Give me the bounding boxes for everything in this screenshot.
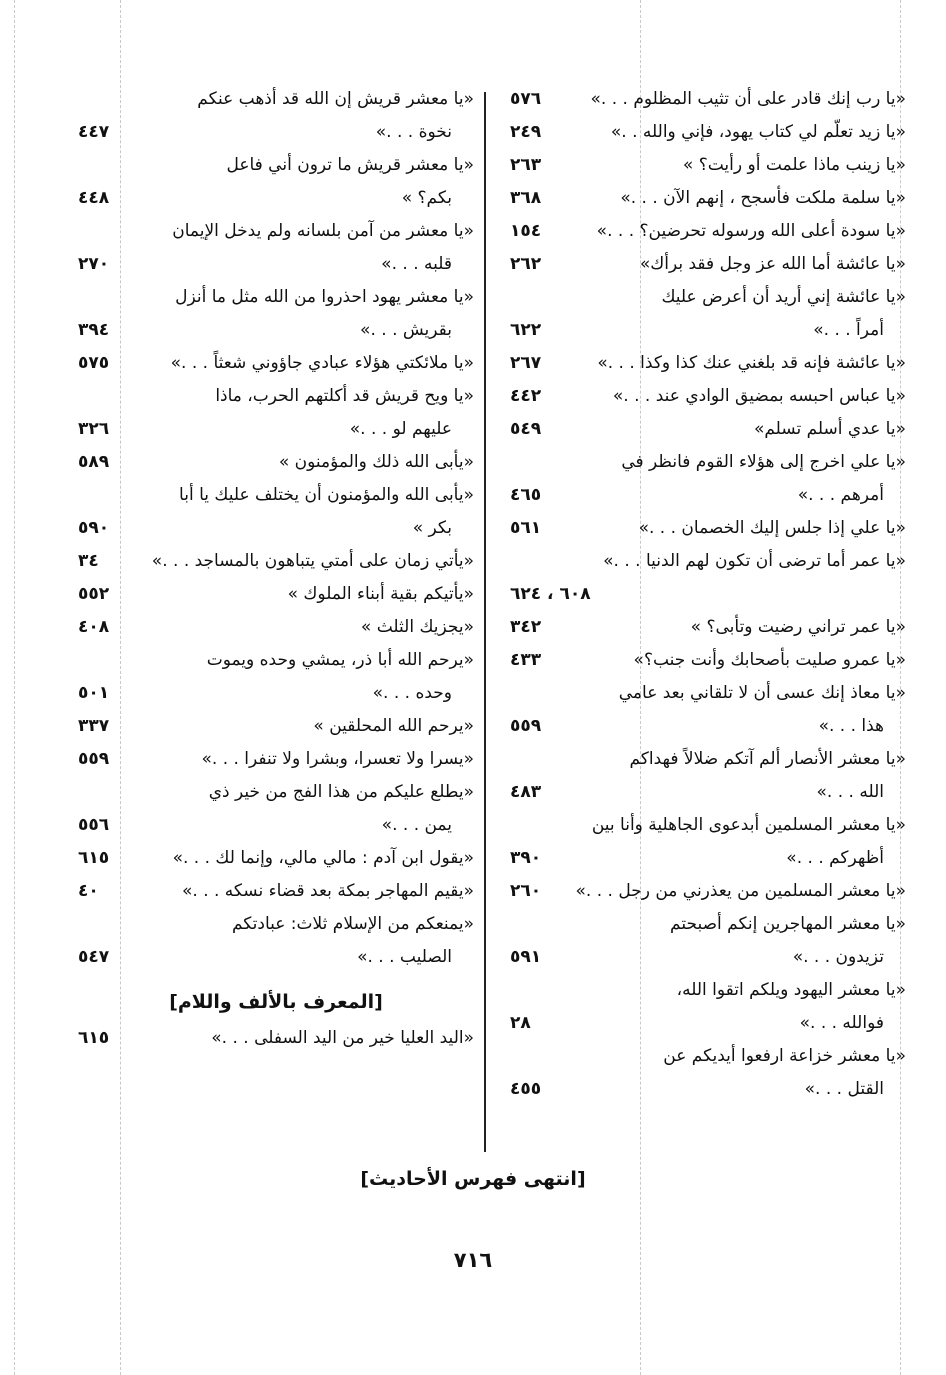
entry-page-ref: ٣٣٧: [78, 716, 110, 736]
entry-text: «يا معشر المسلمين من يعذرني من رجل . . .»: [575, 881, 906, 901]
index-entry: [510, 974, 906, 1007]
entry-text: «يمنعكم من الإسلام ثلاث: عبادتكم: [231, 914, 474, 934]
index-entry: [510, 776, 906, 809]
entry-page-ref: ٢٦٧: [510, 353, 542, 373]
index-entry: [78, 413, 474, 446]
entry-text: بكم؟ »: [401, 188, 452, 208]
index-entry: [78, 941, 474, 974]
entry-page-ref: ٥٧٥: [78, 353, 110, 373]
index-entry: [78, 479, 474, 512]
entry-text: «يأتي زمان على أمتي يتباهون بالمساجد . . .»: [151, 551, 474, 571]
entry-text: «يا عائشة أما الله عز وجل فقد برأك»: [639, 254, 906, 274]
entry-text: «يسرا ولا تعسرا، وبشرا ولا تنفرا . . .»: [201, 749, 474, 769]
section-heading: [المعرف بالألف واللام]: [169, 991, 383, 1013]
entry-text: «يا معاذ إنك عسى أن لا تلقاني بعد عامي: [618, 683, 906, 703]
entry-page-ref: ٤٨٣: [510, 782, 542, 802]
entry-text: «يا معشر من آمن بلسانه ولم يدخل الإيمان: [172, 221, 474, 241]
index-entry: [78, 809, 474, 842]
index-entry: [78, 875, 474, 908]
entry-text: «يا عدي أسلم تسلم»: [753, 419, 906, 439]
entry-page-ref: ٥٨٩: [78, 452, 110, 472]
entry-page-ref: ٥٩٠: [78, 518, 110, 538]
entry-text: «يرحم الله أبا ذر، يمشي وحده ويموت: [206, 650, 474, 670]
entry-text: «يقيم المهاجر بمكة بعد قضاء نسكه . . .»: [181, 881, 474, 901]
entry-page-ref: ٤٤٧: [78, 122, 110, 142]
entry-text: «يا عمر أما ترضى أن تكون لهم الدنيا . . .»: [603, 551, 906, 571]
index-entry: [78, 446, 474, 479]
index-entry: [510, 248, 906, 281]
entry-text: أمرهم . . .»: [797, 485, 884, 505]
entry-text: «يا معشر قريش ما ترون أني فاعل: [226, 155, 474, 175]
end-note: [انتهى فهرس الأحاديث]: [360, 1168, 586, 1190]
index-entry: [78, 215, 474, 248]
index-entry: [510, 908, 906, 941]
index-entry: [510, 710, 906, 743]
index-entry: [78, 908, 474, 941]
entry-page-ref: ٤٦٥: [510, 485, 542, 505]
entry-page-ref: ٥٤٩: [510, 419, 542, 439]
entry-page-ref: ٤٥٥: [510, 1079, 542, 1099]
entry-text: «يا علي إذا جلس إليك الخصمان . . .»: [638, 518, 906, 538]
index-entry: [510, 644, 906, 677]
entry-page-ref: ٣٤: [78, 551, 99, 571]
entry-page-ref: ٥٥٩: [510, 716, 542, 736]
entry-text: «يا عمر تراني رضيت وتأبى؟ »: [690, 617, 906, 637]
entry-text: أمراً . . .»: [813, 320, 884, 340]
entry-page-ref: ٢٨: [510, 1013, 531, 1033]
entry-text: «يا علي اخرج إلى هؤلاء القوم فانظر في: [621, 452, 906, 472]
entry-text: «يا عمرو صليت بأصحابك وأنت جنب؟»: [633, 650, 906, 670]
index-entry: [510, 809, 906, 842]
entry-page-ref: ٥٥٩: [78, 749, 110, 769]
entry-text: «يا زينب ماذا علمت أو رأيت؟ »: [682, 155, 906, 175]
entry-text: «يا معشر اليهود ويلكم اتقوا الله،: [676, 980, 906, 1000]
entry-page-ref: ٤٤٢: [510, 386, 542, 406]
index-entry: [510, 611, 906, 644]
index-entry: [78, 611, 474, 644]
entry-text: «يا زيد تعلّم لي كتاب يهود، فإني والله . .»: [610, 122, 906, 142]
entry-page-ref: ٤٠٨: [78, 617, 110, 637]
index-entry: [78, 182, 474, 215]
entry-page-ref: ٢٧٠: [78, 254, 110, 274]
entry-page-ref: ٣٦٨: [510, 188, 542, 208]
entry-text: بقريش . . .»: [360, 320, 452, 340]
index-entry: [510, 116, 906, 149]
index-entry: [510, 842, 906, 875]
index-entry: [78, 743, 474, 776]
index-entry: [510, 677, 906, 710]
index-entry: [510, 1073, 906, 1106]
index-entry: [78, 710, 474, 743]
left-column: [78, 83, 474, 1055]
entry-page-ref: ٢٦٣: [510, 155, 542, 175]
index-entry: [510, 1040, 906, 1073]
index-entry: [78, 347, 474, 380]
index-entry: [510, 314, 906, 347]
entry-page-ref: ٤٠: [78, 881, 99, 901]
index-entry: [78, 314, 474, 347]
index-entry: [510, 215, 906, 248]
entry-text: «يأبى الله ذلك والمؤمنون »: [278, 452, 474, 472]
entry-text: «يا ملائكتي هؤلاء عبادي جاؤوني شعثاً . . .»: [170, 353, 474, 373]
entry-text: «يا معشر يهود احذروا من الله مثل ما أنزل: [175, 287, 474, 307]
index-entry: [78, 512, 474, 545]
index-entry: [510, 413, 906, 446]
entry-text: «يا معشر المسلمين أبدعوى الجاهلية وأنا بين: [591, 815, 906, 835]
entry-text: «يا معشر خزاعة ارفعوا أيديكم عن: [663, 1046, 906, 1066]
index-entry: [510, 1007, 906, 1040]
index-entry: [78, 1022, 474, 1055]
entry-text: يمن . . .»: [381, 815, 452, 835]
entry-page-ref: ٤٣٣: [510, 650, 542, 670]
entry-page-ref: ٢٦٢: [510, 254, 542, 274]
entry-text: فوالله . . .»: [799, 1013, 884, 1033]
index-entry: [78, 380, 474, 413]
index-entry: [510, 875, 906, 908]
entry-text: «يا معشر المهاجرين إنكم أصبحتم: [670, 914, 906, 934]
index-entry: [78, 116, 474, 149]
index-entry: [510, 578, 906, 611]
index-entry: [510, 347, 906, 380]
entry-text: القتل . . .»: [804, 1079, 884, 1099]
entry-page-ref: ٥٠١: [78, 683, 110, 703]
index-entry: [510, 83, 906, 116]
entry-page-ref: ٢٦٠: [510, 881, 542, 901]
index-entry: [510, 182, 906, 215]
index-entry: [510, 512, 906, 545]
entry-text: «يا معشر الأنصار ألم آتكم ضلالاً فهداكم: [629, 749, 906, 769]
entry-text: «يا سودة أعلى الله ورسوله تحرضين؟ . . .»: [596, 221, 906, 241]
index-entry: [78, 644, 474, 677]
entry-page-ref: ٣٩٠: [510, 848, 542, 868]
entry-page-ref: ٤٤٨: [78, 188, 110, 208]
index-entry: [78, 842, 474, 875]
entry-page-ref: ٣٢٦: [78, 419, 110, 439]
entry-text: «يا عباس احبسه بمضيق الوادي عند . . .»: [612, 386, 906, 406]
page-number: ٧١٦: [453, 1248, 493, 1272]
entry-text: أظهركم . . .»: [786, 848, 884, 868]
entry-page-ref: ٦٠٨ ، ٦٢٤: [510, 584, 591, 604]
entry-page-ref: ٥٤٧: [78, 947, 110, 967]
entry-page-ref: ٥٥٦: [78, 815, 110, 835]
entry-page-ref: ١٥٤: [510, 221, 542, 241]
right-column: [510, 83, 906, 1106]
index-entry: [78, 578, 474, 611]
entry-text: بكر »: [412, 518, 452, 538]
index-entry: [510, 545, 906, 578]
entry-text: «يا عائشة فإنه قد بلغني عنك كذا وكذا . . .»: [597, 353, 906, 373]
index-entry: [510, 446, 906, 479]
index-entry: [78, 83, 474, 116]
entry-text: «يا معشر قريش إن الله قد أذهب عنكم: [197, 89, 474, 109]
index-entry: [78, 281, 474, 314]
index-entry: [510, 941, 906, 974]
entry-page-ref: ٦١٥: [78, 848, 110, 868]
entry-text: «يجزيك الثلث »: [360, 617, 474, 637]
entry-text: قلبه . . .»: [381, 254, 452, 274]
index-entry: [510, 479, 906, 512]
index-entry: [78, 545, 474, 578]
entry-page-ref: ٦١٥: [78, 1028, 110, 1048]
entry-text: «اليد العليا خير من اليد السفلى . . .»: [211, 1028, 474, 1048]
entry-text: نخوة . . .»: [375, 122, 452, 142]
index-entry: [78, 776, 474, 809]
entry-text: هذا . . .»: [818, 716, 884, 736]
entry-text: «يطلع عليكم من هذا الفج من خير ذي: [208, 782, 474, 802]
index-entry: [78, 677, 474, 710]
index-entry: [510, 380, 906, 413]
entry-text: الله . . .»: [816, 782, 884, 802]
entry-text: الصليب . . .»: [357, 947, 452, 967]
entry-text: «يأتيكم بقية أبناء الملوك »: [287, 584, 474, 604]
entry-text: «يا رب إنك قادر على أن تثيب المظلوم . . .»: [590, 89, 906, 109]
entry-page-ref: ٥٩١: [510, 947, 542, 967]
entry-text: «يا سلمة ملكت فأسجح ، إنهم الآن . . .»: [620, 188, 906, 208]
entry-page-ref: ٣٤٢: [510, 617, 542, 637]
entry-page-ref: ٣٩٤: [78, 320, 110, 340]
entry-text: تزيدون . . .»: [792, 947, 884, 967]
entry-text: «يأبى الله والمؤمنون أن يختلف عليك يا أبا: [179, 485, 474, 505]
index-entry: [510, 281, 906, 314]
entry-text: «يا عائشة إني أريد أن أعرض عليك: [661, 287, 906, 307]
entry-text: «يا ويح قريش قد أكلتهم الحرب، ماذا: [215, 386, 474, 406]
entry-page-ref: ٥٦١: [510, 518, 542, 538]
entry-page-ref: ٦٢٢: [510, 320, 542, 340]
entry-page-ref: ٢٤٩: [510, 122, 542, 142]
entry-page-ref: ٥٧٦: [510, 89, 542, 109]
entry-text: «يرحم الله المحلقين »: [313, 716, 474, 736]
entry-text: وحده . . .»: [372, 683, 452, 703]
entry-page-ref: ٥٥٢: [78, 584, 110, 604]
index-entry: [510, 743, 906, 776]
column-divider: [484, 92, 486, 1152]
index-entry: [78, 248, 474, 281]
entry-text: «يقول ابن آدم : مالي مالي، وإنما لك . . .»: [172, 848, 474, 868]
index-entry: [510, 149, 906, 182]
index-entry: [78, 149, 474, 182]
entry-text: عليهم لو . . .»: [349, 419, 452, 439]
